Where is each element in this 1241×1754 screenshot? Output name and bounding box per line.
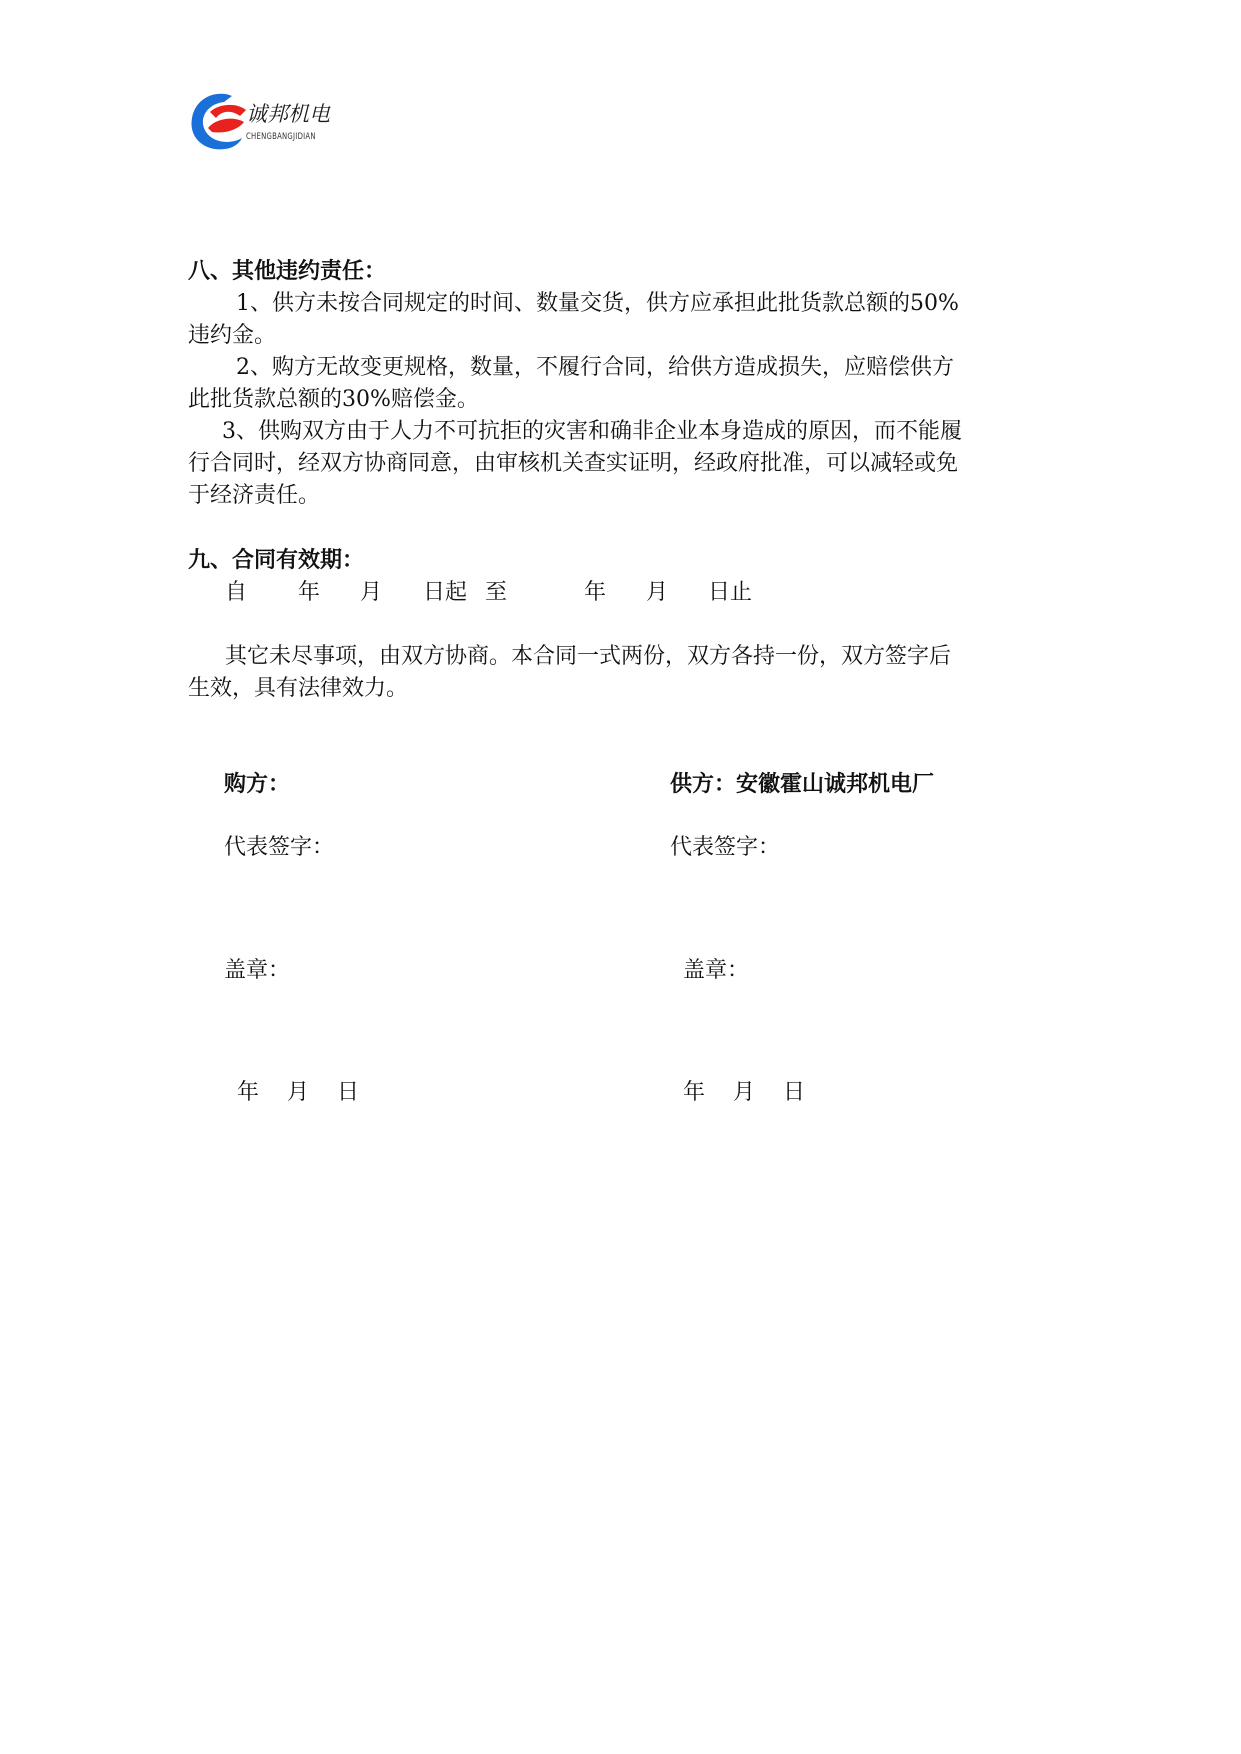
buyer-signature-label: 代表签字：: [224, 835, 335, 860]
validity-month-end: 月: [646, 580, 669, 605]
validity-day-start: 日起: [423, 580, 468, 605]
section8-item3-line2: 行合同时，经双方协商同意，由审核机关查实证明，经政府批准，可以减轻或免: [188, 451, 959, 476]
supplier-day: 日: [783, 1080, 806, 1105]
supplier-label: 供方：安徽霍山诚邦机电厂: [670, 772, 935, 797]
supplier-year: 年: [683, 1080, 706, 1105]
buyer-year: 年: [237, 1080, 260, 1105]
validity-day-end: 日止: [708, 580, 753, 605]
section8-item3-line1: 3、供购双方由于人力不可抗拒的灾害和确非企业本身造成的原因，而不能履: [222, 419, 962, 444]
buyer-month: 月: [287, 1080, 310, 1105]
supplier-signature-label: 代表签字：: [670, 835, 781, 860]
supplier-month: 月: [733, 1080, 756, 1105]
logo-mark-icon: [188, 88, 250, 154]
validity-year-start: 年: [298, 580, 321, 605]
company-logo: [188, 88, 348, 158]
section8-heading: 八、其他违约责任：: [188, 259, 387, 284]
supplier-seal-label: 盖章：: [683, 958, 750, 983]
buyer-label: 购方：: [224, 772, 291, 797]
section8-item2-line2: 此批货款总额的30%赔偿金。: [188, 387, 479, 412]
logo-subtitle: CHENGBANGJIDIAN: [246, 132, 316, 142]
closing-line2: 生效，具有法律效力。: [188, 676, 409, 701]
validity-month-start: 月: [360, 580, 383, 605]
validity-from: 自: [225, 580, 248, 605]
section8-item1-line1: 1、供方未按合同规定的时间、数量交货，供方应承担此批货款总额的50%: [236, 291, 959, 316]
validity-year-end: 年: [584, 580, 607, 605]
section8-item3-line3: 于经济责任。: [188, 483, 321, 508]
section8-item1-line2: 违约金。: [188, 323, 277, 348]
section8-item2-line1: 2、购方无故变更规格，数量，不履行合同，给供方造成损失，应赔偿供方: [236, 355, 954, 380]
closing-line1: 其它未尽事项，由双方协商。本合同一式两份，双方各持一份，双方签字后: [225, 644, 952, 669]
section9-heading: 九、合同有效期：: [188, 548, 365, 573]
logo-name: 诚邦机电: [246, 102, 330, 126]
buyer-day: 日: [337, 1080, 360, 1105]
buyer-seal-label: 盖章：: [224, 958, 291, 983]
validity-to: 至: [485, 580, 508, 605]
